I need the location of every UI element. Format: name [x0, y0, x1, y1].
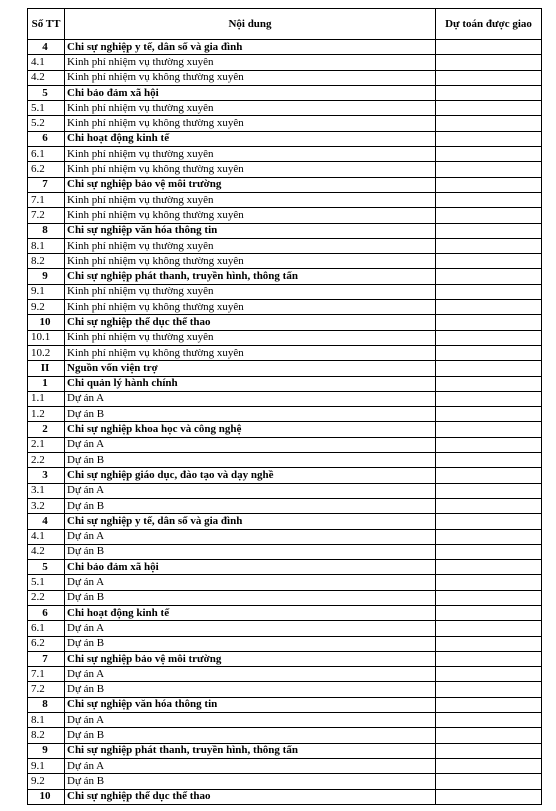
row-content: Dự án A	[65, 483, 436, 498]
row-estimate-cell	[436, 223, 542, 238]
row-estimate-cell	[436, 177, 542, 192]
row-content: Dự án A	[65, 667, 436, 682]
row-stt: 8.2	[28, 728, 65, 743]
row-stt: 4.2	[28, 70, 65, 85]
row-stt: 10.1	[28, 330, 65, 345]
table-row	[28, 300, 542, 315]
row-stt: 8.1	[28, 238, 65, 253]
row-estimate-cell	[436, 162, 542, 177]
row-content: Kinh phí nhiệm vụ không thường xuyên	[65, 116, 436, 131]
row-content: Kinh phí nhiệm vụ thường xuyên	[65, 284, 436, 299]
table-row	[28, 758, 542, 773]
row-content: Kinh phí nhiệm vụ không thường xuyên	[65, 70, 436, 85]
table-row-section	[28, 605, 542, 620]
row-estimate-cell	[436, 544, 542, 559]
row-stt: 10.2	[28, 345, 65, 360]
table-row-section	[28, 651, 542, 666]
row-stt: 5.1	[28, 575, 65, 590]
row-stt: 8.1	[28, 713, 65, 728]
table-row-section	[28, 514, 542, 529]
table-row-section	[28, 743, 542, 758]
row-content: Dự án A	[65, 621, 436, 636]
row-content: Dự án A	[65, 713, 436, 728]
table-row	[28, 330, 542, 345]
row-content: Kinh phí nhiệm vụ không thường xuyên	[65, 162, 436, 177]
row-content: Dự án B	[65, 453, 436, 468]
row-stt: 4	[28, 514, 65, 529]
row-stt: 4	[28, 40, 65, 55]
row-content: Chi hoạt động kinh tế	[65, 605, 436, 620]
row-content: Dự án B	[65, 544, 436, 559]
row-estimate-cell	[436, 391, 542, 406]
table-row	[28, 284, 542, 299]
table-row-section	[28, 560, 542, 575]
table-row	[28, 55, 542, 70]
table-row-section	[28, 697, 542, 712]
table-row-section	[28, 315, 542, 330]
row-stt: 7	[28, 177, 65, 192]
row-estimate-cell	[436, 254, 542, 269]
row-stt: 2	[28, 422, 65, 437]
row-stt: 8	[28, 697, 65, 712]
header-row	[28, 9, 542, 40]
table-row	[28, 544, 542, 559]
row-estimate-cell	[436, 269, 542, 284]
row-content: Chi sự nghiệp bảo vệ môi trường	[65, 651, 436, 666]
row-estimate-cell	[436, 330, 542, 345]
row-estimate-cell	[436, 407, 542, 422]
row-stt: 4.2	[28, 544, 65, 559]
row-stt: 8.2	[28, 254, 65, 269]
row-stt: 8	[28, 223, 65, 238]
row-estimate-cell	[436, 40, 542, 55]
row-estimate-cell	[436, 85, 542, 100]
row-content: Kinh phí nhiệm vụ thường xuyên	[65, 192, 436, 207]
table-row-section	[28, 789, 542, 804]
row-stt: 6.1	[28, 621, 65, 636]
table-row	[28, 682, 542, 697]
table-row	[28, 208, 542, 223]
row-content: Chi sự nghiệp y tế, dân số và gia đình	[65, 514, 436, 529]
row-content: Dự án B	[65, 636, 436, 651]
row-content: Chi sự nghiệp bảo vệ môi trường	[65, 177, 436, 192]
row-content: Kinh phí nhiệm vụ thường xuyên	[65, 147, 436, 162]
row-content: Kinh phí nhiệm vụ không thường xuyên	[65, 345, 436, 360]
row-estimate-cell	[436, 697, 542, 712]
row-content: Dự án B	[65, 774, 436, 789]
row-stt: 1.2	[28, 407, 65, 422]
table-row	[28, 101, 542, 116]
table-row	[28, 575, 542, 590]
header-stt: Số TT	[28, 9, 65, 40]
table-row	[28, 636, 542, 651]
row-content: Chi bảo đảm xã hội	[65, 85, 436, 100]
table-row	[28, 345, 542, 360]
row-estimate-cell	[436, 774, 542, 789]
table-row-section	[28, 422, 542, 437]
row-content: Dự án B	[65, 728, 436, 743]
row-stt: 1.1	[28, 391, 65, 406]
row-estimate-cell	[436, 514, 542, 529]
row-estimate-cell	[436, 483, 542, 498]
row-estimate-cell	[436, 238, 542, 253]
row-stt: 2.2	[28, 453, 65, 468]
row-estimate-cell	[436, 743, 542, 758]
row-estimate-cell	[436, 789, 542, 804]
row-content: Kinh phí nhiệm vụ thường xuyên	[65, 330, 436, 345]
row-estimate-cell	[436, 636, 542, 651]
row-content: Chi quản lý hành chính	[65, 376, 436, 391]
row-stt: 3.2	[28, 498, 65, 513]
row-estimate-cell	[436, 758, 542, 773]
row-estimate-cell	[436, 468, 542, 483]
row-content: Chi sự nghiệp phát thanh, truyền hình, thông tấn	[65, 269, 436, 284]
row-content: Kinh phí nhiệm vụ không thường xuyên	[65, 254, 436, 269]
table-row	[28, 774, 542, 789]
table-row-section	[28, 177, 542, 192]
row-content: Dự án B	[65, 498, 436, 513]
row-estimate-cell	[436, 667, 542, 682]
row-content: Dự án A	[65, 437, 436, 452]
row-stt: 10	[28, 789, 65, 804]
row-stt: 4.1	[28, 529, 65, 544]
row-estimate-cell	[436, 147, 542, 162]
table-row-section	[28, 361, 542, 376]
row-stt: 6.2	[28, 636, 65, 651]
header-estimate: Dự toán được giao	[436, 9, 542, 40]
row-content: Chi sự nghiệp phát thanh, truyền hình, thông tấn	[65, 743, 436, 758]
table-row	[28, 437, 542, 452]
table-row	[28, 529, 542, 544]
row-stt: 9	[28, 743, 65, 758]
row-content: Kinh phí nhiệm vụ thường xuyên	[65, 101, 436, 116]
row-estimate-cell	[436, 605, 542, 620]
row-estimate-cell	[436, 376, 542, 391]
row-estimate-cell	[436, 361, 542, 376]
row-estimate-cell	[436, 437, 542, 452]
row-estimate-cell	[436, 453, 542, 468]
row-stt: 4.1	[28, 55, 65, 70]
table-row	[28, 116, 542, 131]
table-row-section	[28, 468, 542, 483]
table-row	[28, 70, 542, 85]
row-estimate-cell	[436, 101, 542, 116]
row-estimate-cell	[436, 208, 542, 223]
row-stt: 3	[28, 468, 65, 483]
row-stt: 7	[28, 651, 65, 666]
row-stt: 1	[28, 376, 65, 391]
row-stt: 9.1	[28, 758, 65, 773]
table-row	[28, 147, 542, 162]
row-estimate-cell	[436, 575, 542, 590]
row-content: Chi sự nghiệp giáo dục, đào tạo và dạy nghề	[65, 468, 436, 483]
row-stt: 6.2	[28, 162, 65, 177]
table-row	[28, 391, 542, 406]
table-row	[28, 498, 542, 513]
row-estimate-cell	[436, 529, 542, 544]
table-row	[28, 254, 542, 269]
table-row	[28, 453, 542, 468]
header-content: Nội dung	[65, 9, 436, 40]
table-row-section	[28, 85, 542, 100]
row-content: Chi sự nghiệp thể dục thể thao	[65, 789, 436, 804]
row-content: Dự án B	[65, 682, 436, 697]
table-row-section	[28, 223, 542, 238]
row-content: Chi sự nghiệp y tế, dân số và gia đình	[65, 40, 436, 55]
row-content: Chi sự nghiệp thể dục thể thao	[65, 315, 436, 330]
row-content: Chi hoạt động kinh tế	[65, 131, 436, 146]
table-row	[28, 667, 542, 682]
row-estimate-cell	[436, 422, 542, 437]
row-content: Chi sự nghiệp văn hóa thông tin	[65, 223, 436, 238]
row-stt: 10	[28, 315, 65, 330]
row-estimate-cell	[436, 621, 542, 636]
row-stt: 9	[28, 269, 65, 284]
table-row	[28, 162, 542, 177]
row-stt: 7.2	[28, 208, 65, 223]
row-stt: 6	[28, 131, 65, 146]
row-estimate-cell	[436, 713, 542, 728]
row-estimate-cell	[436, 192, 542, 207]
row-estimate-cell	[436, 682, 542, 697]
table-row	[28, 192, 542, 207]
row-content: Kinh phí nhiệm vụ không thường xuyên	[65, 208, 436, 223]
row-estimate-cell	[436, 651, 542, 666]
row-content: Dự án A	[65, 758, 436, 773]
row-stt: 3.1	[28, 483, 65, 498]
row-stt: 7.2	[28, 682, 65, 697]
row-stt: 6.1	[28, 147, 65, 162]
table-body	[28, 40, 542, 805]
row-content: Dự án B	[65, 407, 436, 422]
row-stt: 5.1	[28, 101, 65, 116]
row-estimate-cell	[436, 70, 542, 85]
table-row-section	[28, 131, 542, 146]
row-stt: 5	[28, 85, 65, 100]
table-row-section	[28, 376, 542, 391]
table-row-section	[28, 269, 542, 284]
row-stt: II	[28, 361, 65, 376]
row-stt: 2.1	[28, 437, 65, 452]
table-row	[28, 590, 542, 605]
row-estimate-cell	[436, 116, 542, 131]
row-estimate-cell	[436, 498, 542, 513]
row-stt: 7.1	[28, 667, 65, 682]
row-estimate-cell	[436, 300, 542, 315]
table-row	[28, 407, 542, 422]
row-stt: 9.2	[28, 300, 65, 315]
row-content: Chi sự nghiệp văn hóa thông tin	[65, 697, 436, 712]
row-stt: 5.2	[28, 116, 65, 131]
row-content: Nguồn vốn viện trợ	[65, 361, 436, 376]
row-estimate-cell	[436, 131, 542, 146]
table-row	[28, 728, 542, 743]
table-row	[28, 713, 542, 728]
row-content: Kinh phí nhiệm vụ thường xuyên	[65, 55, 436, 70]
row-content: Dự án A	[65, 575, 436, 590]
row-estimate-cell	[436, 728, 542, 743]
row-stt: 9.2	[28, 774, 65, 789]
row-stt: 2.2	[28, 590, 65, 605]
row-stt: 7.1	[28, 192, 65, 207]
row-estimate-cell	[436, 284, 542, 299]
row-stt: 5	[28, 560, 65, 575]
row-content: Kinh phí nhiệm vụ thường xuyên	[65, 238, 436, 253]
row-content: Dự án A	[65, 529, 436, 544]
table-row-section	[28, 40, 542, 55]
table-row	[28, 621, 542, 636]
row-estimate-cell	[436, 345, 542, 360]
table-row	[28, 238, 542, 253]
row-stt: 9.1	[28, 284, 65, 299]
row-content: Dự án B	[65, 590, 436, 605]
row-content: Chi bảo đảm xã hội	[65, 560, 436, 575]
table-row	[28, 483, 542, 498]
budget-table	[27, 8, 542, 805]
row-content: Dự án A	[65, 391, 436, 406]
row-estimate-cell	[436, 590, 542, 605]
row-stt: 6	[28, 605, 65, 620]
row-content: Kinh phí nhiệm vụ không thường xuyên	[65, 300, 436, 315]
row-estimate-cell	[436, 560, 542, 575]
row-estimate-cell	[436, 55, 542, 70]
row-estimate-cell	[436, 315, 542, 330]
row-content: Chi sự nghiệp khoa học và công nghệ	[65, 422, 436, 437]
